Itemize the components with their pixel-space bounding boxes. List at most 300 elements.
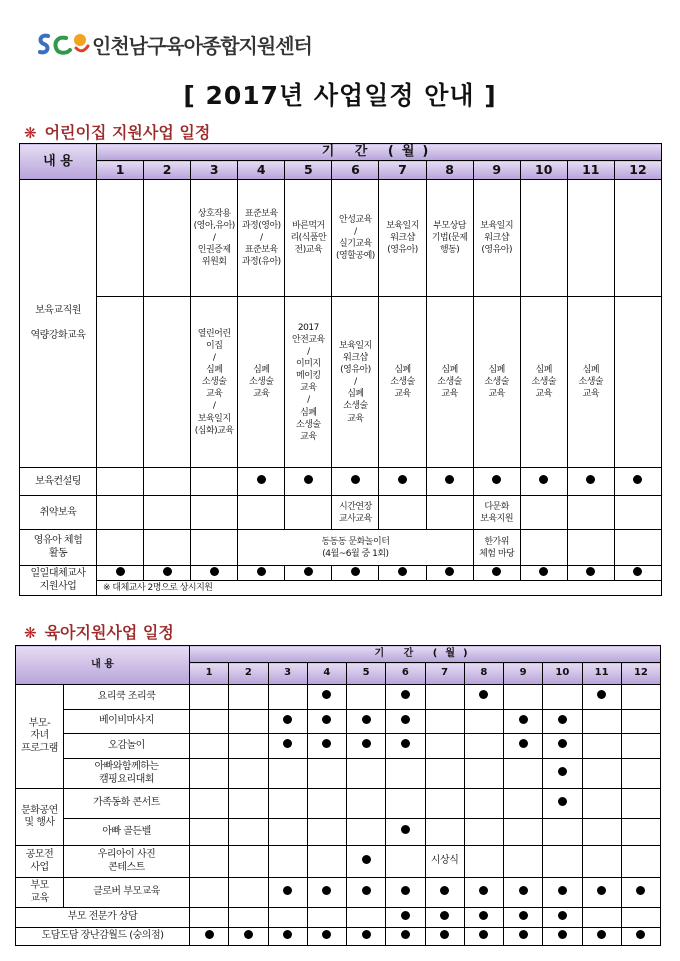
vulnerable-cell: 시간연장 교사교육 bbox=[332, 496, 379, 530]
schedule-dot-icon bbox=[479, 690, 488, 699]
schedule-dot-icon bbox=[401, 886, 410, 895]
empty-cell bbox=[229, 710, 268, 734]
schedule-dot-cell bbox=[464, 908, 503, 928]
schedule-dot-cell bbox=[582, 685, 621, 710]
substitute-dot-cell bbox=[614, 566, 661, 581]
month-header: 6 bbox=[386, 663, 425, 685]
empty-cell bbox=[191, 468, 238, 496]
empty-cell bbox=[347, 819, 386, 846]
consult-dot-cell bbox=[379, 468, 426, 496]
page-title: [ 2017년 사업일정 안내 ] bbox=[183, 81, 497, 110]
row-label: 가족동화 콘서트 bbox=[64, 789, 190, 819]
schedule-dot-icon bbox=[519, 911, 528, 920]
schedule-dot-icon bbox=[362, 739, 371, 748]
schedule-dot-icon bbox=[401, 930, 410, 939]
schedule-dot-cell bbox=[425, 878, 464, 908]
empty-cell bbox=[229, 759, 268, 789]
schedule-dot-cell bbox=[268, 928, 307, 946]
empty-cell bbox=[464, 789, 503, 819]
schedule-dot-icon bbox=[163, 567, 172, 576]
substitute-dot-cell bbox=[379, 566, 426, 581]
empty-cell bbox=[464, 846, 503, 878]
training-bottom-cell: 보육일지 워크샵 (영유아) / 심폐 소생술 교육 bbox=[332, 297, 379, 468]
schedule-dot-cell bbox=[543, 878, 582, 908]
empty-cell bbox=[621, 908, 660, 928]
empty-cell bbox=[229, 878, 268, 908]
schedule-dot-cell bbox=[464, 928, 503, 946]
month-header: 12 bbox=[621, 663, 660, 685]
month-header: 11 bbox=[567, 161, 614, 180]
daycare-schedule-table bbox=[19, 143, 662, 596]
empty-cell bbox=[190, 685, 229, 710]
training-bottom-cell: 심폐 소생술 교육 bbox=[520, 297, 567, 468]
empty-cell bbox=[582, 759, 621, 789]
schedule-dot-icon bbox=[479, 911, 488, 920]
row-label: 베이비마사지 bbox=[64, 710, 190, 734]
training-top-cell bbox=[520, 180, 567, 297]
substitute-dot-cell bbox=[567, 566, 614, 581]
empty-cell bbox=[464, 759, 503, 789]
training-bottom-cell: 2017 안전교육 / 이미지 메이킹 교육 / 심폐 소생술 교육 bbox=[285, 297, 332, 468]
schedule-dot-icon bbox=[362, 855, 371, 864]
schedule-dot-icon bbox=[558, 767, 567, 776]
schedule-dot-cell bbox=[268, 878, 307, 908]
schedule-dot-icon bbox=[492, 475, 501, 484]
schedule-dot-icon bbox=[479, 886, 488, 895]
empty-cell bbox=[543, 846, 582, 878]
empty-cell bbox=[621, 789, 660, 819]
schedule-dot-cell bbox=[386, 710, 425, 734]
training-top-cell bbox=[614, 180, 661, 297]
empty-cell bbox=[504, 846, 543, 878]
vulnerable-cell bbox=[567, 496, 614, 530]
schedule-dot-icon bbox=[398, 475, 407, 484]
infant-sep-cell: 한가위 체험 마당 bbox=[473, 530, 520, 566]
training-top-cell: 바른먹거 리(식품안 전)교육 bbox=[285, 180, 332, 297]
schedule-dot-cell bbox=[268, 734, 307, 759]
schedule-dot-cell bbox=[425, 908, 464, 928]
row-label: 부모 전문가 상담 bbox=[16, 908, 190, 928]
schedule-dot-icon bbox=[440, 911, 449, 920]
vulnerable-cell bbox=[238, 496, 285, 530]
substitute-dot-cell bbox=[285, 566, 332, 581]
empty-cell bbox=[229, 819, 268, 846]
training-bottom-cell bbox=[144, 297, 191, 468]
schedule-dot-icon bbox=[558, 886, 567, 895]
empty-cell bbox=[191, 530, 238, 566]
month-header: 10 bbox=[543, 663, 582, 685]
schedule-dot-cell bbox=[307, 878, 346, 908]
month-header: 12 bbox=[614, 161, 661, 180]
substitute-dot-cell bbox=[97, 566, 144, 581]
schedule-dot-cell bbox=[347, 928, 386, 946]
schedule-dot-cell bbox=[386, 908, 425, 928]
schedule-dot-cell bbox=[543, 734, 582, 759]
month-header: 3 bbox=[268, 663, 307, 685]
schedule-dot-cell bbox=[464, 878, 503, 908]
group-label-parent-edu: 부모 교육 bbox=[16, 878, 64, 908]
empty-cell bbox=[386, 846, 425, 878]
empty-cell bbox=[144, 468, 191, 496]
month-header: 7 bbox=[379, 161, 426, 180]
schedule-dot-cell bbox=[504, 878, 543, 908]
schedule-dot-icon bbox=[401, 739, 410, 748]
empty-cell bbox=[621, 759, 660, 789]
empty-cell bbox=[425, 759, 464, 789]
row-label-infant-activity: 영유아 체험 활동 bbox=[20, 530, 97, 566]
star-bullet-icon: ❋ bbox=[24, 624, 37, 642]
header-period: 기 간 (월) bbox=[190, 646, 661, 663]
schedule-dot-cell bbox=[386, 928, 425, 946]
schedule-dot-icon bbox=[244, 930, 253, 939]
training-bottom-cell: 심폐 소생술 교육 bbox=[473, 297, 520, 468]
schedule-dot-cell bbox=[386, 819, 425, 846]
month-header: 3 bbox=[191, 161, 238, 180]
empty-cell bbox=[386, 759, 425, 789]
row-label: 요리쿡 조리쿡 bbox=[64, 685, 190, 710]
empty-cell bbox=[582, 789, 621, 819]
empty-cell bbox=[582, 710, 621, 734]
training-top-cell bbox=[144, 180, 191, 297]
schedule-dot-cell bbox=[543, 789, 582, 819]
empty-cell bbox=[268, 908, 307, 928]
schedule-dot-icon bbox=[398, 567, 407, 576]
consult-dot-cell bbox=[473, 468, 520, 496]
empty-cell bbox=[307, 819, 346, 846]
group-label-culture: 문화공연 및 행사 bbox=[16, 789, 64, 846]
schedule-dot-icon bbox=[558, 739, 567, 748]
training-top-cell bbox=[97, 180, 144, 297]
schedule-dot-icon bbox=[519, 739, 528, 748]
month-header: 1 bbox=[190, 663, 229, 685]
month-header: 8 bbox=[464, 663, 503, 685]
schedule-dot-icon bbox=[322, 739, 331, 748]
row-label-substitute: 일일대체교사 지원사업 bbox=[20, 566, 97, 596]
empty-cell bbox=[268, 846, 307, 878]
schedule-dot-icon bbox=[322, 886, 331, 895]
vulnerable-cell bbox=[191, 496, 238, 530]
schedule-dot-icon bbox=[304, 475, 313, 484]
schedule-dot-icon bbox=[633, 567, 642, 576]
month-header: 2 bbox=[144, 161, 191, 180]
schedule-dot-icon bbox=[519, 886, 528, 895]
empty-cell bbox=[229, 846, 268, 878]
schedule-dot-cell bbox=[621, 878, 660, 908]
logo-text: 인천남구육아종합지원센터 bbox=[92, 33, 312, 58]
empty-cell bbox=[386, 789, 425, 819]
empty-cell bbox=[425, 789, 464, 819]
section1-title bbox=[24, 120, 210, 143]
empty-cell bbox=[567, 530, 614, 566]
schedule-dot-cell bbox=[582, 878, 621, 908]
schedule-dot-icon bbox=[351, 567, 360, 576]
schedule-dot-icon bbox=[322, 690, 331, 699]
month-header: 9 bbox=[473, 161, 520, 180]
schedule-dot-icon bbox=[492, 567, 501, 576]
empty-cell bbox=[190, 878, 229, 908]
schedule-dot-cell bbox=[386, 878, 425, 908]
empty-cell bbox=[347, 908, 386, 928]
row-label-training: 보육교직원 역량강화교육 bbox=[20, 180, 97, 468]
empty-cell bbox=[229, 685, 268, 710]
training-bottom-cell bbox=[97, 297, 144, 468]
empty-cell bbox=[614, 530, 661, 566]
training-bottom-cell: 심폐 소생술 교육 bbox=[567, 297, 614, 468]
schedule-dot-cell bbox=[307, 685, 346, 710]
empty-cell bbox=[190, 710, 229, 734]
schedule-dot-icon bbox=[257, 475, 266, 484]
empty-cell bbox=[504, 759, 543, 789]
section1-title-text: 어린이집 지원사업 일정 bbox=[44, 123, 211, 142]
schedule-dot-cell bbox=[464, 685, 503, 710]
schedule-dot-icon bbox=[597, 886, 606, 895]
empty-cell bbox=[190, 846, 229, 878]
empty-cell bbox=[582, 734, 621, 759]
schedule-dot-cell bbox=[386, 685, 425, 710]
empty-cell bbox=[504, 819, 543, 846]
training-top-cell: 보육일지 워크샵 (영유아) bbox=[473, 180, 520, 297]
substitute-dot-cell bbox=[473, 566, 520, 581]
schedule-dot-icon bbox=[401, 715, 410, 724]
row-label: 우리아이 사진 콘테스트 bbox=[64, 846, 190, 878]
vulnerable-cell bbox=[285, 496, 332, 530]
schedule-dot-icon bbox=[401, 825, 410, 834]
empty-cell bbox=[582, 846, 621, 878]
empty-cell bbox=[268, 819, 307, 846]
schedule-dot-cell bbox=[347, 846, 386, 878]
empty-cell bbox=[307, 759, 346, 789]
header-content: 내 용 bbox=[16, 646, 190, 685]
schedule-dot-icon bbox=[597, 930, 606, 939]
schedule-dot-icon bbox=[586, 567, 595, 576]
empty-cell bbox=[504, 789, 543, 819]
training-bottom-cell: 심폐 소생술 교육 bbox=[426, 297, 473, 468]
schedule-dot-cell bbox=[347, 734, 386, 759]
empty-cell bbox=[97, 468, 144, 496]
training-bottom-cell bbox=[614, 297, 661, 468]
empty-cell bbox=[543, 685, 582, 710]
schedule-dot-icon bbox=[283, 886, 292, 895]
month-header: 6 bbox=[332, 161, 379, 180]
schedule-dot-icon bbox=[440, 886, 449, 895]
substitute-dot-cell bbox=[144, 566, 191, 581]
empty-cell bbox=[190, 789, 229, 819]
empty-cell bbox=[425, 734, 464, 759]
empty-cell bbox=[307, 908, 346, 928]
empty-cell bbox=[582, 819, 621, 846]
empty-cell bbox=[190, 759, 229, 789]
substitute-dot-cell bbox=[332, 566, 379, 581]
empty-cell bbox=[425, 819, 464, 846]
schedule-dot-icon bbox=[351, 475, 360, 484]
vulnerable-cell bbox=[520, 496, 567, 530]
empty-cell bbox=[229, 908, 268, 928]
training-bottom-cell: 열린어린 이집 / 심폐 소생술 교육 / 보육일지 (심화)교육 bbox=[191, 297, 238, 468]
substitute-dot-cell bbox=[238, 566, 285, 581]
empty-cell bbox=[347, 759, 386, 789]
schedule-dot-cell bbox=[543, 908, 582, 928]
empty-cell bbox=[464, 819, 503, 846]
schedule-dot-cell bbox=[582, 928, 621, 946]
schedule-dot-icon bbox=[636, 930, 645, 939]
empty-cell bbox=[97, 530, 144, 566]
schedule-dot-icon bbox=[401, 690, 410, 699]
schedule-dot-icon bbox=[283, 930, 292, 939]
schedule-dot-icon bbox=[479, 930, 488, 939]
training-top-cell: 상호작용 (영아,유아) / 인권증제 위원회 bbox=[191, 180, 238, 297]
schedule-dot-icon bbox=[205, 930, 214, 939]
schedule-dot-cell bbox=[504, 908, 543, 928]
training-top-cell: 부모상담 기법(문제 행동) bbox=[426, 180, 473, 297]
month-header: 5 bbox=[285, 161, 332, 180]
schedule-dot-icon bbox=[558, 911, 567, 920]
training-bottom-cell: 심폐 소생술 교육 bbox=[379, 297, 426, 468]
schedule-dot-cell bbox=[504, 734, 543, 759]
vulnerable-cell: 다문화 보육지원 bbox=[473, 496, 520, 530]
schedule-dot-icon bbox=[597, 690, 606, 699]
empty-cell bbox=[621, 846, 660, 878]
header-period: 기 간 (월) bbox=[97, 144, 662, 161]
schedule-dot-icon bbox=[362, 930, 371, 939]
vulnerable-cell bbox=[144, 496, 191, 530]
substitute-dot-cell bbox=[426, 566, 473, 581]
empty-cell bbox=[268, 789, 307, 819]
childcare-schedule-table bbox=[15, 645, 661, 946]
schedule-dot-icon bbox=[283, 739, 292, 748]
training-top-cell bbox=[567, 180, 614, 297]
schedule-dot-cell bbox=[504, 928, 543, 946]
schedule-dot-icon bbox=[558, 715, 567, 724]
schedule-dot-icon bbox=[519, 715, 528, 724]
consult-dot-cell bbox=[520, 468, 567, 496]
row-label-vulnerable: 취약보육 bbox=[20, 496, 97, 530]
schedule-dot-icon bbox=[558, 930, 567, 939]
schedule-dot-icon bbox=[519, 930, 528, 939]
month-header: 2 bbox=[229, 663, 268, 685]
schedule-dot-cell bbox=[543, 759, 582, 789]
center-logo-icon bbox=[36, 30, 90, 58]
schedule-dot-icon bbox=[445, 475, 454, 484]
substitute-dot-cell bbox=[191, 566, 238, 581]
schedule-dot-icon bbox=[210, 567, 219, 576]
substitute-note: ※ 대체교사 2명으로 상시지원 bbox=[97, 581, 662, 596]
schedule-dot-icon bbox=[636, 886, 645, 895]
month-header: 8 bbox=[426, 161, 473, 180]
schedule-dot-cell bbox=[268, 710, 307, 734]
group-label-contest: 공모전 사업 bbox=[16, 846, 64, 878]
schedule-dot-icon bbox=[116, 567, 125, 576]
vulnerable-cell bbox=[379, 496, 426, 530]
substitute-dot-cell bbox=[520, 566, 567, 581]
month-header: 9 bbox=[504, 663, 543, 685]
empty-cell bbox=[621, 734, 660, 759]
training-top-cell: 안성교육 / 실기교육 (영할공예) bbox=[332, 180, 379, 297]
row-label: 아빠와함께하는 캠핑요리대회 bbox=[64, 759, 190, 789]
schedule-dot-cell bbox=[543, 928, 582, 946]
month-header: 4 bbox=[238, 161, 285, 180]
month-header: 11 bbox=[582, 663, 621, 685]
schedule-dot-icon bbox=[322, 930, 331, 939]
schedule-dot-icon bbox=[445, 567, 454, 576]
schedule-dot-cell bbox=[347, 710, 386, 734]
schedule-dot-cell bbox=[307, 710, 346, 734]
empty-cell bbox=[464, 734, 503, 759]
empty-cell bbox=[229, 734, 268, 759]
empty-cell bbox=[621, 819, 660, 846]
section2-title bbox=[24, 620, 174, 643]
schedule-dot-cell bbox=[386, 734, 425, 759]
row-label-consulting: 보육컨설팅 bbox=[20, 468, 97, 496]
month-header: 1 bbox=[97, 161, 144, 180]
schedule-dot-cell bbox=[543, 710, 582, 734]
award-ceremony-cell: 시상식 bbox=[425, 846, 464, 878]
month-header: 10 bbox=[520, 161, 567, 180]
consult-dot-cell bbox=[614, 468, 661, 496]
month-header: 4 bbox=[307, 663, 346, 685]
vulnerable-cell bbox=[97, 496, 144, 530]
schedule-dot-icon bbox=[539, 567, 548, 576]
consult-dot-cell bbox=[238, 468, 285, 496]
empty-cell bbox=[229, 789, 268, 819]
logo bbox=[36, 30, 312, 58]
schedule-dot-cell bbox=[425, 928, 464, 946]
consult-dot-cell bbox=[332, 468, 379, 496]
month-header: 5 bbox=[347, 663, 386, 685]
schedule-dot-cell bbox=[307, 928, 346, 946]
training-top-cell: 보육일지 워크샵 (영유아) bbox=[379, 180, 426, 297]
training-bottom-cell: 심폐 소생술 교육 bbox=[238, 297, 285, 468]
schedule-dot-cell bbox=[307, 734, 346, 759]
vulnerable-cell bbox=[426, 496, 473, 530]
empty-cell bbox=[464, 710, 503, 734]
empty-cell bbox=[504, 685, 543, 710]
empty-cell bbox=[268, 759, 307, 789]
empty-cell bbox=[520, 530, 567, 566]
schedule-dot-cell bbox=[621, 928, 660, 946]
empty-cell bbox=[307, 789, 346, 819]
schedule-dot-cell bbox=[347, 878, 386, 908]
section2-title-text: 육아지원사업 일정 bbox=[44, 623, 174, 642]
schedule-dot-icon bbox=[586, 475, 595, 484]
schedule-dot-icon bbox=[539, 475, 548, 484]
empty-cell bbox=[425, 710, 464, 734]
header-content: 내 용 bbox=[20, 144, 97, 180]
schedule-dot-icon bbox=[257, 567, 266, 576]
empty-cell bbox=[190, 819, 229, 846]
schedule-dot-icon bbox=[362, 886, 371, 895]
empty-cell bbox=[190, 908, 229, 928]
row-label: 아빠 골든벨 bbox=[64, 819, 190, 846]
schedule-dot-icon bbox=[304, 567, 313, 576]
star-bullet-icon: ❋ bbox=[24, 124, 37, 142]
schedule-dot-cell bbox=[229, 928, 268, 946]
schedule-dot-cell bbox=[504, 710, 543, 734]
row-label: 도담도담 장난감월드 (숭의점) bbox=[16, 928, 190, 946]
consult-dot-cell bbox=[285, 468, 332, 496]
month-header: 7 bbox=[425, 663, 464, 685]
empty-cell bbox=[268, 685, 307, 710]
schedule-dot-cell bbox=[190, 928, 229, 946]
infant-span-cell: 동동동 문화놀이터 (4월~6월 중 1회) bbox=[238, 530, 473, 566]
empty-cell bbox=[543, 819, 582, 846]
consult-dot-cell bbox=[567, 468, 614, 496]
empty-cell bbox=[582, 908, 621, 928]
schedule-dot-icon bbox=[440, 930, 449, 939]
empty-cell bbox=[425, 685, 464, 710]
empty-cell bbox=[347, 685, 386, 710]
empty-cell bbox=[144, 530, 191, 566]
schedule-dot-icon bbox=[633, 475, 642, 484]
